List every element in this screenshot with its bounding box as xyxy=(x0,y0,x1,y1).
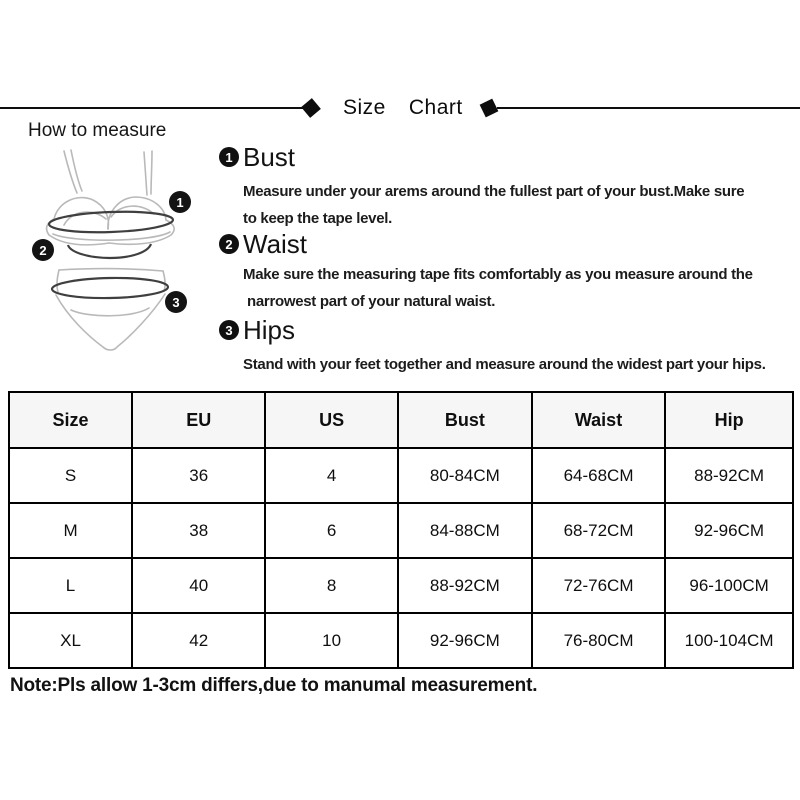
measurement-note: Note:Pls allow 1-3cm differs,due to manumal measurement. xyxy=(10,675,538,696)
cell-waist: 68-72CM xyxy=(532,503,665,558)
section-bust xyxy=(219,143,794,232)
bust-instructions xyxy=(243,178,794,232)
page-title-word-2: Chart xyxy=(408,96,463,119)
col-header-eu: EU xyxy=(132,392,265,448)
bikini-measurement-illustration xyxy=(13,146,228,361)
waist-instruction-line: Make sure the measuring tape fits comfortably as you measure around the xyxy=(243,265,753,283)
col-header-bust: Bust xyxy=(398,392,532,448)
cell-us: 8 xyxy=(265,558,397,613)
cell-size: M xyxy=(9,503,132,558)
hips-number-badge: 3 xyxy=(219,320,239,340)
marker-3-number: 3 xyxy=(172,295,180,310)
cell-waist: 64-68CM xyxy=(532,448,665,503)
hips-instruction-line: Stand with your feet together and measure around the widest part your hips. xyxy=(243,355,766,373)
cell-eu: 36 xyxy=(132,448,265,503)
cell-eu: 38 xyxy=(132,503,265,558)
col-header-waist: Waist xyxy=(532,392,665,448)
bust-instruction-line: Measure under your arems around the fullest part of your bust.Make sure xyxy=(243,182,745,200)
waist-label: Waist xyxy=(243,229,308,259)
cell-hip: 92-96CM xyxy=(665,503,793,558)
cell-bust: 84-88CM xyxy=(398,503,532,558)
hips-instructions xyxy=(243,351,794,378)
size-table-header-row xyxy=(9,392,793,448)
diamond-icon-left xyxy=(301,98,321,118)
bust-label: Bust xyxy=(243,142,296,172)
cell-us: 10 xyxy=(265,613,397,668)
marker-2-number: 2 xyxy=(39,243,47,258)
cell-hip: 88-92CM xyxy=(665,448,793,503)
hips-label: Hips xyxy=(243,315,296,345)
cell-size: L xyxy=(9,558,132,613)
waist-instructions xyxy=(243,261,794,315)
col-header-hip: Hip xyxy=(665,392,793,448)
section-waist-header xyxy=(219,230,794,259)
cell-bust: 92-96CM xyxy=(398,613,532,668)
table-row-s xyxy=(9,448,793,503)
table-row-xl xyxy=(9,613,793,668)
measuring-tape-lines xyxy=(49,210,174,299)
section-hips xyxy=(219,316,794,378)
waist-number-badge: 2 xyxy=(219,234,239,254)
cell-bust: 88-92CM xyxy=(398,558,532,613)
section-waist xyxy=(219,230,794,315)
table-row-m xyxy=(9,503,793,558)
table-row-l xyxy=(9,558,793,613)
cell-eu: 42 xyxy=(132,613,265,668)
page-title xyxy=(343,96,463,120)
cell-hip: 96-100CM xyxy=(665,558,793,613)
title-rule-left xyxy=(0,107,305,109)
cell-waist: 76-80CM xyxy=(532,613,665,668)
bust-instruction-line: to keep the tape level. xyxy=(243,209,392,227)
cell-bust: 80-84CM xyxy=(398,448,532,503)
section-bust-header xyxy=(219,143,794,172)
cell-size: S xyxy=(9,448,132,503)
cell-us: 6 xyxy=(265,503,397,558)
cell-eu: 40 xyxy=(132,558,265,613)
section-hips-header xyxy=(219,316,794,345)
title-rule-right xyxy=(497,107,800,109)
cell-waist: 72-76CM xyxy=(532,558,665,613)
diamond-icon-right xyxy=(480,99,499,118)
page-title-word-1: Size xyxy=(343,96,386,119)
marker-1-number: 1 xyxy=(176,195,184,210)
bust-number-badge: 1 xyxy=(219,147,239,167)
bikini-sketch-lines xyxy=(47,150,175,350)
how-to-measure-heading: How to measure xyxy=(28,120,167,141)
cell-size: XL xyxy=(9,613,132,668)
col-header-size: Size xyxy=(9,392,132,448)
waist-instruction-line: narrowest part of your natural waist. xyxy=(247,292,496,310)
cell-hip: 100-104CM xyxy=(665,613,793,668)
col-header-us: US xyxy=(265,392,397,448)
cell-us: 4 xyxy=(265,448,397,503)
size-table xyxy=(8,391,794,669)
